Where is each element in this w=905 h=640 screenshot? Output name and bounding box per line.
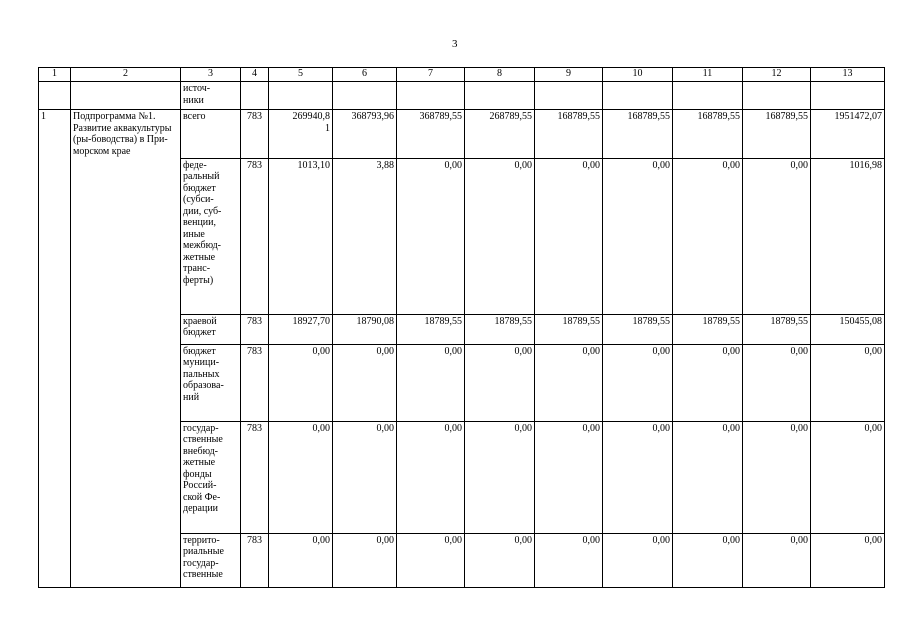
code-cell: 783 [241, 533, 269, 587]
header-cell: 5 [269, 68, 333, 82]
value-cell: 3,88 [333, 158, 397, 314]
value-cell: 0,00 [465, 344, 535, 421]
table-row [39, 421, 885, 533]
value-cell: 0,00 [673, 344, 743, 421]
row-number-cell [39, 344, 71, 421]
code-cell: 783 [241, 158, 269, 314]
value-cell: 0,00 [535, 533, 603, 587]
value-cell: 0,00 [397, 158, 465, 314]
funding-source-cell: всего [181, 110, 241, 159]
value-cell: 0,00 [603, 533, 673, 587]
code-cell: 783 [241, 110, 269, 159]
budget-table [38, 67, 885, 588]
funding-source-cell: террито- риальные государ- ственные [181, 533, 241, 587]
page-number: 3 [452, 38, 458, 50]
program-name-cell: Подпрограмма №1. Развитие аквакультуры (ры-боводства) в При-морском крае [71, 110, 181, 159]
sub-header-row [39, 82, 885, 110]
value-cell: 0,00 [535, 158, 603, 314]
value-cell: 18789,55 [465, 314, 535, 344]
sub-header-cell [603, 82, 673, 110]
value-cell: 168789,55 [673, 110, 743, 159]
value-cell: 1951472,07 [811, 110, 885, 159]
row-number-cell [39, 421, 71, 533]
header-cell: 4 [241, 68, 269, 82]
value-cell: 268789,55 [465, 110, 535, 159]
sub-header-cell [269, 82, 333, 110]
value-cell: 0,00 [465, 158, 535, 314]
funding-source-cell: бюджет муници- пальных образова- ний [181, 344, 241, 421]
sub-header-cell [811, 82, 885, 110]
header-cell: 1 [39, 68, 71, 82]
header-cell: 3 [181, 68, 241, 82]
value-cell: 0,00 [811, 421, 885, 533]
value-cell: 0,00 [333, 533, 397, 587]
value-cell: 0,00 [603, 158, 673, 314]
value-cell: 0,00 [269, 533, 333, 587]
header-cell: 13 [811, 68, 885, 82]
program-name-cell [71, 314, 181, 344]
value-cell: 0,00 [743, 158, 811, 314]
value-cell: 1016,98 [811, 158, 885, 314]
code-cell: 783 [241, 314, 269, 344]
value-cell: 269940,8 1 [269, 110, 333, 159]
header-cell: 12 [743, 68, 811, 82]
value-cell: 18927,70 [269, 314, 333, 344]
header-cell: 6 [333, 68, 397, 82]
sub-header-sources: источ- ники [181, 82, 241, 110]
value-cell: 0,00 [397, 344, 465, 421]
value-cell: 0,00 [743, 533, 811, 587]
sub-header-cell [39, 82, 71, 110]
program-name-cell [71, 533, 181, 587]
value-cell: 18789,55 [743, 314, 811, 344]
program-name-cell [71, 421, 181, 533]
funding-source-cell: государ- ственные внебюд- жетные фонды Россий- ской Фе- дерации [181, 421, 241, 533]
value-cell: 0,00 [673, 533, 743, 587]
header-cell: 2 [71, 68, 181, 82]
value-cell: 0,00 [333, 344, 397, 421]
value-cell: 0,00 [811, 533, 885, 587]
value-cell: 0,00 [603, 421, 673, 533]
row-number-cell: 1 [39, 110, 71, 159]
table-row [39, 110, 885, 159]
program-name-cell [71, 158, 181, 314]
sub-header-cell [71, 82, 181, 110]
value-cell: 0,00 [673, 421, 743, 533]
funding-source-cell: краевой бюджет [181, 314, 241, 344]
value-cell: 0,00 [535, 421, 603, 533]
value-cell: 1013,10 [269, 158, 333, 314]
table-row [39, 344, 885, 421]
value-cell: 368793,96 [333, 110, 397, 159]
value-cell: 0,00 [269, 421, 333, 533]
value-cell: 168789,55 [535, 110, 603, 159]
value-cell: 0,00 [603, 344, 673, 421]
value-cell: 150455,08 [811, 314, 885, 344]
value-cell: 0,00 [743, 421, 811, 533]
value-cell: 0,00 [673, 158, 743, 314]
value-cell: 0,00 [333, 421, 397, 533]
code-cell: 783 [241, 344, 269, 421]
row-number-cell [39, 158, 71, 314]
sub-header-cell [465, 82, 535, 110]
value-cell: 18789,55 [603, 314, 673, 344]
value-cell: 0,00 [269, 344, 333, 421]
value-cell: 168789,55 [743, 110, 811, 159]
row-number-cell [39, 533, 71, 587]
value-cell: 0,00 [397, 533, 465, 587]
value-cell: 0,00 [465, 421, 535, 533]
value-cell: 0,00 [811, 344, 885, 421]
header-cell: 10 [603, 68, 673, 82]
value-cell: 0,00 [743, 344, 811, 421]
sub-header-cell [397, 82, 465, 110]
header-cell: 8 [465, 68, 535, 82]
value-cell: 168789,55 [603, 110, 673, 159]
value-cell: 18789,55 [397, 314, 465, 344]
header-row [39, 68, 885, 82]
sub-header-cell [673, 82, 743, 110]
value-cell: 18789,55 [535, 314, 603, 344]
sub-header-cell [241, 82, 269, 110]
funding-source-cell: феде- ральный бюджет (субси- дии, суб- венции, иные межбюд- жетные транс- ферты) [181, 158, 241, 314]
value-cell: 0,00 [535, 344, 603, 421]
program-name-cell [71, 344, 181, 421]
header-cell: 7 [397, 68, 465, 82]
value-cell: 368789,55 [397, 110, 465, 159]
header-cell: 9 [535, 68, 603, 82]
sub-header-cell [535, 82, 603, 110]
table-row [39, 314, 885, 344]
sub-header-cell [333, 82, 397, 110]
table-row [39, 533, 885, 587]
table-row [39, 158, 885, 314]
value-cell: 18789,55 [673, 314, 743, 344]
row-number-cell [39, 314, 71, 344]
value-cell: 18790,08 [333, 314, 397, 344]
value-cell: 0,00 [465, 533, 535, 587]
code-cell: 783 [241, 421, 269, 533]
value-cell: 0,00 [397, 421, 465, 533]
sub-header-cell [743, 82, 811, 110]
header-cell: 11 [673, 68, 743, 82]
